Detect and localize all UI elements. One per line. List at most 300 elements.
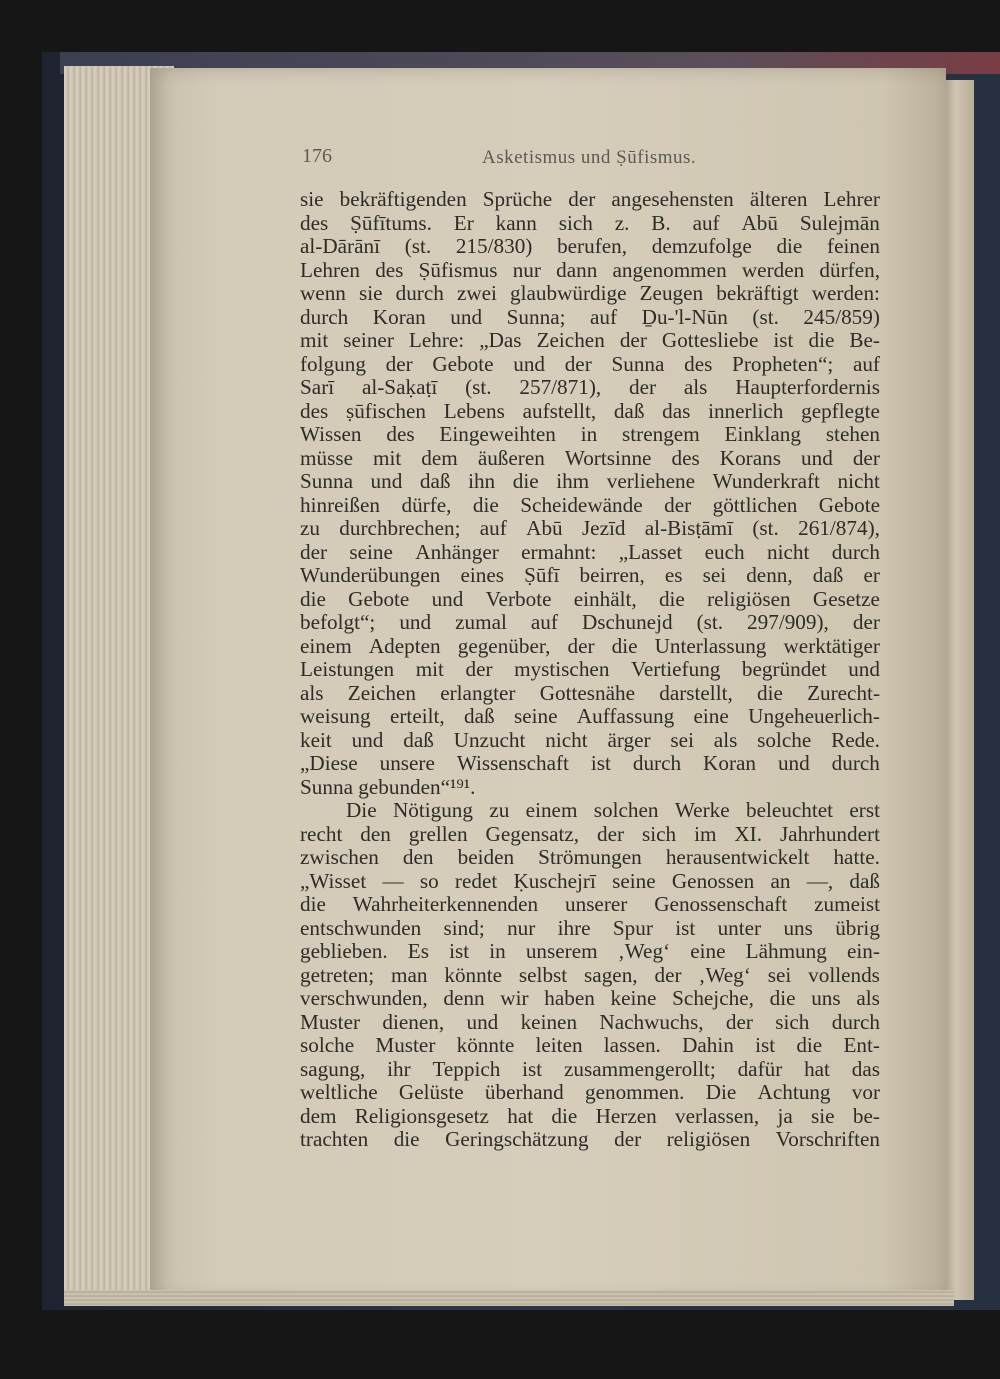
word: dann: [556, 257, 598, 282]
word: eines: [460, 563, 504, 587]
word: glaubwürdige: [510, 281, 627, 305]
word: der: [725, 1009, 753, 1034]
word: die: [300, 586, 326, 611]
text-line: [300, 470, 880, 494]
word: religiösen: [707, 586, 791, 611]
word: und: [351, 727, 384, 752]
word: die: [796, 1033, 823, 1057]
word: ermahnt:: [521, 539, 597, 564]
word: ärger: [607, 727, 651, 752]
word: er: [863, 563, 880, 587]
word: Es: [407, 939, 429, 963]
word: geblieben.: [300, 939, 388, 963]
word: haben: [544, 986, 595, 1010]
running-head: Asketismus und Ṣūfismus.: [482, 147, 697, 168]
word: Ṣūfītums.: [350, 210, 432, 235]
word: als: [683, 375, 708, 399]
word: einem: [525, 798, 578, 822]
word: zu: [300, 516, 320, 540]
word: ṣūfischen: [345, 398, 426, 423]
word: Gottesnähe: [539, 680, 636, 705]
word: hinreißen: [300, 492, 381, 517]
text-line: [300, 1105, 880, 1129]
word: Ṣūfī: [524, 563, 560, 587]
word: die: [472, 492, 499, 517]
word: solche: [757, 727, 812, 752]
word: (st.: [404, 234, 432, 258]
word: Wunderübungen: [300, 563, 441, 587]
word: keine: [610, 986, 657, 1010]
word: Wunderkraft: [712, 469, 820, 493]
word: 245/859): [803, 304, 880, 329]
word: als: [300, 680, 324, 705]
word: Genossen: [671, 868, 755, 893]
word: (st.: [465, 375, 492, 399]
word: durch: [831, 539, 880, 564]
word: Eingeweihten: [439, 422, 556, 446]
text-line: [300, 564, 880, 588]
word: der: [465, 657, 493, 681]
word: seiner: [343, 328, 394, 352]
word: übrig: [835, 915, 880, 940]
word: gepflegte: [801, 398, 880, 423]
word: dürfe,: [401, 492, 452, 517]
text-line: [300, 541, 880, 565]
word: bekräftigenden: [339, 187, 467, 211]
word: Die: [346, 798, 377, 822]
word: wir: [500, 986, 529, 1010]
text-line: [300, 259, 880, 283]
word: uns: [811, 986, 841, 1010]
word: keinen: [520, 1009, 578, 1034]
word: der: [567, 633, 595, 658]
word: werden:: [811, 281, 880, 305]
word: Wortsinne: [564, 445, 652, 470]
word: herausentwickelt: [665, 845, 810, 869]
word: (st.: [696, 610, 724, 634]
word: kann: [495, 210, 537, 235]
word: dürfen,: [819, 257, 880, 282]
word: Lehren: [300, 257, 360, 282]
text-line: [300, 940, 880, 964]
word: dem: [421, 445, 458, 470]
word: z.: [614, 210, 630, 235]
word: der: [568, 187, 596, 211]
word: die: [776, 234, 803, 258]
word: die: [300, 892, 326, 916]
word: „Wisset: [300, 868, 367, 893]
text-line: [300, 846, 880, 870]
word: Vorschriften: [775, 1127, 880, 1151]
word: ja: [777, 1103, 793, 1128]
word: durch: [300, 304, 349, 329]
text-line: [300, 705, 880, 729]
word: verliehene: [606, 469, 695, 493]
word: die: [551, 1103, 578, 1128]
word: Gebote: [432, 351, 494, 376]
word: sei: [702, 563, 727, 587]
word: Propheten“;: [732, 351, 834, 376]
word: al-Bisṭāmī: [644, 516, 734, 540]
word: die: [808, 328, 835, 352]
word: begründet: [741, 657, 827, 681]
word: Ṣūfismus: [418, 257, 498, 282]
word: einem: [300, 633, 352, 658]
text-line: [300, 306, 880, 330]
word: Sunna: [611, 351, 665, 376]
text-line: [300, 517, 880, 541]
word: Be-: [849, 328, 880, 352]
word: nur: [512, 257, 541, 282]
word: mit: [373, 445, 402, 470]
word: ist: [675, 915, 696, 940]
word: (st.: [752, 304, 779, 329]
word: der: [852, 445, 880, 470]
word: die: [393, 1127, 420, 1151]
word: Herzen: [595, 1103, 657, 1128]
word: die: [756, 680, 783, 705]
word: erst: [849, 798, 880, 822]
word: Adepten: [368, 633, 441, 658]
word: des: [671, 445, 700, 470]
word: Lebens: [443, 398, 505, 423]
word: folgung: [300, 351, 366, 376]
text-line: [300, 212, 880, 236]
word: Gesetze: [812, 586, 880, 611]
word: eine: [690, 939, 726, 963]
word: vor: [851, 1080, 880, 1104]
word: Gegensatz,: [485, 821, 580, 846]
word: hat: [507, 1103, 534, 1128]
text-line: [300, 1011, 880, 1035]
word: Wissen: [300, 422, 362, 446]
word: zwischen: [300, 845, 379, 869]
word: Werke: [674, 798, 730, 822]
word: hat: [804, 1056, 830, 1081]
word: der: [385, 351, 413, 376]
word: ist: [449, 939, 470, 963]
word: Gelüste: [398, 1080, 464, 1104]
word: (st.: [752, 516, 779, 540]
word: Scheidewände: [520, 492, 643, 517]
word: beirren,: [579, 563, 645, 587]
word: der: [852, 610, 880, 634]
word: des: [300, 398, 329, 423]
word: müsse: [300, 445, 353, 470]
word: recht: [300, 821, 343, 846]
word: redet: [454, 868, 498, 893]
word: Muster: [300, 1009, 361, 1034]
word: einhält,: [573, 586, 637, 611]
word: 297/909),: [747, 610, 829, 634]
text-line: [300, 964, 880, 988]
word: daß: [812, 563, 844, 587]
word: 261/874),: [798, 516, 880, 540]
word: der: [654, 962, 682, 987]
text-line: [300, 282, 880, 306]
word: Wissenschaft: [456, 751, 569, 775]
word: Zurecht-: [807, 680, 880, 705]
word: weisung: [300, 704, 371, 728]
word: durch: [831, 1009, 880, 1034]
word: Dahin: [682, 1033, 734, 1057]
word: beleuchtet: [745, 798, 834, 822]
word: könnte: [456, 1033, 515, 1057]
word: ihr: [387, 1056, 411, 1081]
word: B.: [651, 210, 671, 235]
word: Dschunejd: [581, 610, 673, 634]
word: Gebote: [818, 492, 880, 517]
text-line: [300, 1128, 880, 1152]
word: man: [391, 962, 428, 987]
word: göttlichen: [712, 492, 798, 517]
word: die: [769, 986, 796, 1010]
word: zumeist: [814, 892, 880, 916]
word: unter: [717, 915, 762, 940]
word: ihre: [557, 915, 591, 940]
word: Haupterfordernis: [735, 375, 880, 399]
word: sich: [558, 210, 593, 235]
word: durch: [831, 751, 880, 775]
word: Sprüche: [482, 187, 553, 211]
text-line: [300, 447, 880, 471]
word: eine: [693, 704, 729, 728]
word: Strömungen: [538, 845, 642, 869]
word: darstellt,: [659, 680, 733, 705]
text-line: [300, 870, 880, 894]
text-line: [300, 987, 880, 1011]
word: Lehrer: [823, 187, 880, 211]
word: Ḏu-'l-Nūn: [641, 304, 728, 329]
page-number: 176: [302, 145, 332, 167]
word: getreten;: [300, 962, 375, 987]
word: und: [370, 469, 403, 493]
word: werden: [741, 257, 805, 282]
word: die: [658, 586, 685, 611]
word: entschwunden: [300, 915, 422, 940]
word: demzufolge: [651, 234, 752, 258]
word: al-Dārānī: [300, 234, 380, 258]
text-line: [300, 353, 880, 377]
word: nicht: [545, 727, 588, 752]
word: mystischen: [514, 657, 610, 681]
word: mit: [300, 328, 329, 352]
word: das: [662, 398, 691, 423]
word: —: [382, 868, 404, 893]
word: der: [664, 492, 692, 517]
word: Einklang: [724, 422, 801, 446]
word: ‚Weg‘: [698, 962, 751, 987]
word: daß: [849, 868, 880, 893]
word: keit: [300, 727, 332, 752]
word: sagen,: [584, 962, 638, 987]
text-line: [300, 329, 880, 353]
word: „Das: [479, 328, 522, 352]
text-line: [300, 423, 880, 447]
text-line: [300, 235, 880, 259]
word: dafür: [737, 1056, 783, 1081]
word: den: [360, 821, 391, 846]
word: im: [694, 821, 717, 846]
word: erteilt,: [389, 704, 445, 728]
text-line: [300, 658, 880, 682]
word: lassen.: [603, 1033, 661, 1057]
word: be-: [852, 1103, 880, 1128]
word: innerlich: [708, 398, 784, 423]
word: daß: [613, 398, 645, 423]
word: unserem: [525, 939, 598, 963]
word: daß: [403, 727, 434, 752]
word: sich: [642, 821, 677, 846]
word: bekräftigt: [716, 281, 799, 305]
word: sei: [670, 727, 694, 752]
word: Zeugen: [639, 281, 704, 305]
word: unserer: [565, 892, 628, 916]
word: Rede.: [831, 727, 880, 752]
word: älteren: [749, 187, 808, 211]
word: sei: [767, 962, 792, 987]
word: und: [848, 657, 880, 681]
word: zumal: [455, 610, 507, 634]
word: und: [450, 304, 483, 329]
word: und: [777, 751, 810, 775]
word: auf: [852, 351, 880, 376]
word: durch: [632, 751, 682, 775]
body-text: [300, 188, 880, 1152]
word: Spur: [612, 915, 653, 940]
word: Ḳuschejrī: [513, 868, 596, 893]
word: Abū: [741, 210, 778, 235]
word: auf: [479, 516, 507, 540]
word: euch: [704, 539, 745, 564]
word: trachten: [300, 1127, 369, 1151]
word: die: [611, 633, 638, 658]
word: „Diese: [300, 751, 358, 775]
word: Unzucht: [453, 727, 526, 752]
word: Teppich: [432, 1056, 501, 1081]
word: überhand: [484, 1080, 564, 1104]
word: solchen: [593, 798, 659, 822]
text-line-paragraph-start: [300, 799, 880, 823]
page-header: [302, 145, 862, 175]
word: beiden: [457, 845, 515, 869]
word: sie: [358, 281, 383, 305]
word: ist: [755, 1033, 776, 1057]
word: daß: [464, 704, 495, 728]
word: Sunna;: [506, 304, 566, 329]
word: ist: [773, 328, 794, 352]
word: durchbrechen;: [339, 516, 461, 540]
word: der: [629, 375, 657, 399]
word: Gebote: [348, 586, 410, 611]
text-line: [300, 494, 880, 518]
word: Muster: [375, 1033, 436, 1057]
word: seine: [349, 539, 393, 564]
word: Ungeheuerlich-: [748, 704, 880, 728]
word: Leistungen: [300, 657, 395, 681]
word: nur: [507, 915, 536, 940]
text-line: [300, 635, 880, 659]
word: verlassen,: [675, 1103, 760, 1128]
word: Lehre:: [408, 328, 465, 352]
word: al-Saḳaṭī: [361, 375, 438, 399]
word: angesehensten: [611, 187, 734, 211]
word: Ent-: [843, 1033, 880, 1057]
word: des: [375, 257, 404, 282]
word: und: [801, 445, 833, 470]
text-line: [300, 1081, 880, 1105]
word: dienen,: [382, 1009, 445, 1034]
word: der: [619, 328, 647, 352]
word: Anhänger: [415, 539, 499, 564]
word: könnte: [444, 962, 503, 987]
word: des: [386, 422, 415, 446]
word: zusammengerollt;: [563, 1056, 716, 1081]
word: Lähmung: [745, 939, 827, 963]
word: Geringschätzung: [445, 1127, 589, 1151]
word: ein-: [846, 939, 880, 963]
word: Achtung: [757, 1080, 831, 1104]
word: auf: [692, 210, 720, 235]
word: und: [431, 586, 464, 611]
word: in: [489, 939, 506, 963]
word: seine: [513, 704, 558, 728]
word: genommen.: [584, 1080, 685, 1104]
word: Genossenschaft: [654, 892, 788, 916]
word: Verbote: [485, 586, 552, 611]
word: Er: [453, 210, 474, 235]
word: sie: [811, 1103, 835, 1128]
word: sind;: [443, 915, 485, 940]
word: Unterlassung: [654, 633, 767, 658]
word: sie: [300, 187, 324, 211]
word: Sarī: [300, 375, 335, 399]
word: ‚Weg‘: [617, 939, 671, 963]
word: als: [856, 986, 880, 1010]
word: der: [564, 351, 592, 376]
text-line-paragraph-end: Sunna gebunden“¹⁹¹.: [300, 774, 476, 799]
word: äußeren: [477, 445, 545, 470]
word: Zeichen: [347, 680, 416, 705]
text-line: [300, 729, 880, 753]
word: und: [466, 1009, 499, 1034]
text-line: [300, 400, 880, 424]
word: feinen: [827, 234, 880, 258]
word: Nachwuchs,: [599, 1009, 704, 1034]
word: 257/871),: [519, 375, 602, 399]
text-line: [300, 893, 880, 917]
word: Jezīd: [581, 516, 626, 540]
word: wenn: [300, 281, 346, 305]
word: hatte.: [833, 845, 880, 869]
word: ist: [522, 1056, 543, 1081]
word: religiösen: [666, 1127, 751, 1151]
word: Jahrhundert: [779, 821, 880, 846]
word: 215/830): [455, 234, 533, 258]
word: berufen,: [557, 234, 628, 258]
word: uns: [783, 915, 813, 940]
word: der: [597, 821, 625, 846]
word: vollends: [808, 962, 880, 987]
word: Religionsgesetz: [354, 1103, 489, 1128]
word: Sulejmān: [799, 210, 880, 235]
word: XI.: [734, 821, 763, 846]
word: in: [580, 422, 598, 446]
word: nicht: [766, 539, 810, 564]
word: denn: [443, 986, 485, 1010]
text-line: [300, 917, 880, 941]
text-line: [300, 1058, 880, 1082]
